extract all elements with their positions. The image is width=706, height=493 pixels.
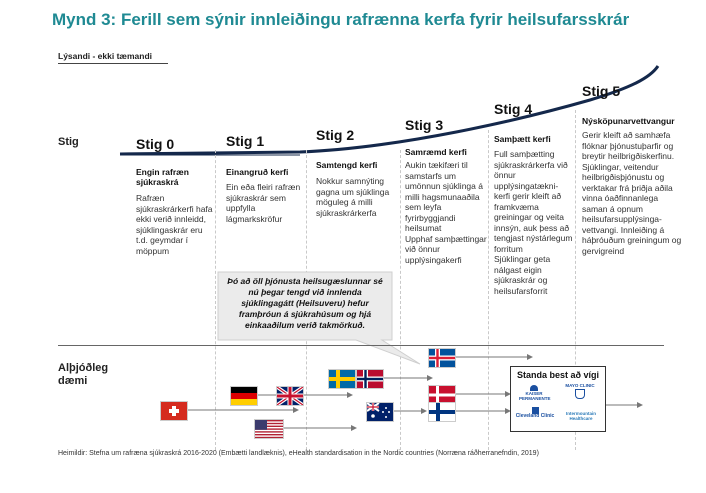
stage-4-text: Full samþætting sjúkraskrárkerfa við önnur upplýsingatækni-kerfi gerir kleift að framkvæma greiningar og veita innsýn, auk þess að tengjast nýstárlegum forritum Sjúklingar geta nálgast eigin sjúkraskrár og heilsufarsforrit: [494, 149, 573, 296]
stage-1-label: Stig 1: [226, 133, 265, 149]
best-practice-box: [510, 366, 606, 432]
source-footnote: Heimildir: Stefna um rafræna sjúkraskrá 2016-2020 (Embætti landlæknis), eHealth standardisation in the Nordic countries (Norræna ráðherranefndin, 2019): [58, 450, 539, 457]
stage-2-label: Stig 2: [316, 127, 355, 143]
united-kingdom-flag-icon: [276, 386, 304, 406]
stage-5-text: Gerir kleift að samhæfa flóknar þjónustuþarfir og breytir heilbrigðiskerfinu. Sjúklingar, veitendur heilbrigðisþjónustu og verktakar frá þriðja aðila vinna óaðfinnanlega saman á opnum heilsufarsupplýsinga-vettvangi. Innleiðing á háþróuðum greiningum og gervigreind: [582, 130, 682, 256]
norway-flag-icon: [356, 369, 384, 389]
intermountain-healthcare-logo: Intermountain Healthcare: [566, 411, 596, 421]
stage-1-text: Ein eða fleiri rafræn sjúkraskrár sem uppfylla lágmarkskröfur: [226, 182, 301, 224]
australia-flag-icon: [366, 402, 394, 422]
stage-0-heading: Engin rafræn sjúkraskrá: [136, 167, 189, 187]
kaiser-permanente-logo: KAISER PERMANENTE: [519, 385, 549, 401]
stage-4-label: Stig 4: [494, 101, 533, 117]
page-title: Mynd 3: Ferill sem sýnir innleiðingu rafrænna kerfa fyrir heilsufarsskrár: [52, 10, 630, 29]
stage-5-label: Stig 5: [582, 83, 621, 99]
stage-4-heading: Samþætt kerfi: [494, 134, 551, 144]
stage-3-heading: Samræmd kerfi: [405, 147, 467, 157]
stage-3-text: Aukin tækifæri til samstarfs um umönnun sjúklinga á milli hagsmunaaðila sem leyfa fyrirbyggjandi heilsumat Upphaf samþættingar við önnur upplýsingakerfi: [405, 160, 487, 265]
sweden-flag-icon: [328, 369, 356, 389]
germany-flag-icon: [230, 386, 258, 406]
iceland-flag-icon: [428, 348, 456, 368]
callout-text: Þó að öll þjónusta heilsugæslunnar sé nú þegar tengd við innlenda sjúklingagátt (Heilsuveru) hefur framþróun á sjúkrahúsum og hjá einkaaðilum verið takmörkuð.: [227, 276, 383, 330]
stage-5-heading: Nýsköpunarvettvangur: [582, 116, 675, 126]
stage-2-heading: Samtengd kerfi: [316, 160, 378, 170]
united-states-flag-icon: [254, 419, 284, 439]
cleveland-clinic-logo: Cleveland Clinic: [515, 407, 555, 419]
stage-3-label: Stig 3: [405, 117, 444, 133]
row-label-stig: Stig: [58, 136, 79, 148]
subtitle: Lýsandi - ekki tæmandi: [58, 51, 152, 61]
stage-1-heading: Einangruð kerfi: [226, 167, 289, 177]
stage-0-text: Rafræn sjúkraskrárkerfi hafa ekki verið innleidd, sjúklingaskrár eru t.d. geymdar í möppum: [136, 193, 213, 256]
row-label-examples: Alþjóðleg dæmi: [58, 362, 109, 387]
mayo-clinic-logo: MAYO CLINIC: [565, 383, 595, 399]
switzerland-flag-icon: [160, 401, 188, 421]
best-practice-title: Standa best að vígi: [516, 370, 600, 380]
finland-flag-icon: [428, 402, 456, 422]
stage-0-label: Stig 0: [136, 136, 175, 152]
mayo-clinic-shield-icon: [575, 389, 585, 399]
stage-2-text: Nokkur samnýting gagna um sjúklinga möguleg á milli sjúkraskrárkerfa: [316, 176, 390, 218]
